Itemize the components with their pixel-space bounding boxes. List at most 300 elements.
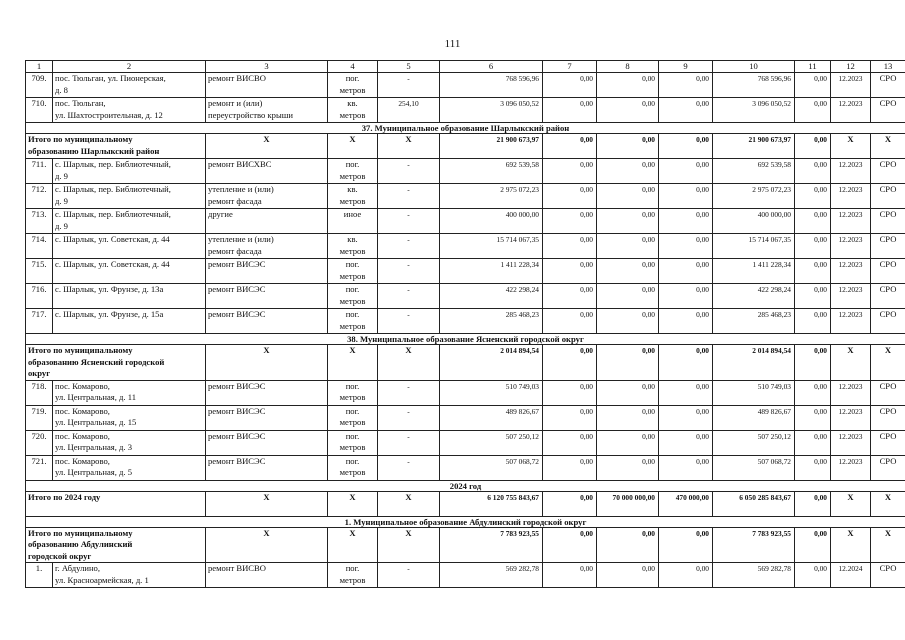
area [378,309,440,334]
column-number-2: 2 [53,61,206,73]
total-x-work [206,491,328,516]
deadline [831,455,871,480]
col8 [597,430,659,455]
table-row [26,98,905,123]
col9-text: 0,00 [696,74,709,83]
row-number-text: 714. [31,234,47,244]
col10-text: 285 468,23 [757,310,791,319]
col11 [795,380,831,405]
total-x-method [871,345,905,381]
unit [328,184,378,209]
unit-text: метров [339,320,366,331]
unit [328,563,378,588]
year-total-row [26,491,905,516]
col9-text: 0,00 [696,210,709,219]
section-title-text: 1. Муниципальное образование Абдулинский городской округ [344,516,587,527]
deadline [831,563,871,588]
table-row [26,159,905,184]
cost [440,184,543,209]
col10 [713,259,795,284]
method-text: СРО [879,309,897,319]
col9-text: 0,00 [696,431,709,441]
deadline [831,259,871,284]
total-x-unit-text: Х [349,491,356,502]
deadline [831,209,871,234]
total-x-deadline-text: Х [847,491,854,502]
cost-text: 2 975 072,23 [500,185,539,194]
col7-text: 0,00 [580,564,593,573]
total-cost [440,345,543,381]
unit-text: пог. [345,563,360,573]
col9 [659,380,713,405]
total-col10-text: 7 783 923,55 [752,528,791,538]
section-title [26,334,905,345]
col8 [597,405,659,430]
col11 [795,159,831,184]
method-text: СРО [879,284,897,294]
cost-text: 285 468,23 [505,310,539,319]
table-row [26,234,905,259]
total-x-area [378,527,440,563]
cost-text: 510 749,03 [505,381,539,391]
total-cost [440,527,543,563]
method [871,259,905,284]
col9 [659,159,713,184]
total-col8-text: 0,00 [642,346,655,355]
col8 [597,209,659,234]
unit [328,73,378,98]
address-text: пос. Тюльган, ул. Пионерская, [55,73,166,83]
col7-text: 0,00 [580,310,593,319]
method [871,159,905,184]
work-type-text: ремонт ВИСЭС [208,455,266,466]
col11 [795,284,831,309]
work-type-text: ремонт ВИСХВС [208,159,272,169]
col11 [795,234,831,259]
method [871,73,905,98]
col8-text: 0,00 [642,381,655,391]
method-text: СРО [879,159,897,169]
row-number-text: 720. [31,430,47,441]
col9-text: 0,00 [696,285,709,294]
total-x-unit-text: Х [349,134,356,144]
unit-text: кв. [347,184,358,194]
cost-text: 692 539,58 [505,160,539,169]
col10-text: 489 826,67 [757,406,791,416]
column-number-1: 1 [26,61,53,73]
area-text: - [407,260,410,269]
row-number-text: 719. [31,405,47,416]
total-col9-text: 0,00 [696,346,709,355]
col9-text: 0,00 [696,235,709,244]
col10 [713,455,795,480]
area-text: - [407,235,410,244]
total-cost [440,134,543,159]
method-text: СРО [879,430,897,441]
unit [328,284,378,309]
address-text: с. Шарлык, ул. Фрунзе, д. 15а [55,309,164,319]
deadline-text: 12.2023 [838,185,863,194]
row-number [26,73,53,98]
unit-text: пог. [345,284,360,294]
total-x-area-text: Х [405,527,412,538]
area [378,284,440,309]
col11-text: 0,00 [814,310,827,319]
method-text: СРО [879,259,897,269]
total-col11-text: 0,00 [814,135,827,144]
total-x-area-text: Х [405,345,412,355]
row-number-text: 717. [31,309,47,319]
col8-text: 0,00 [642,285,655,294]
col11 [795,98,831,123]
total-x-unit-text: Х [349,345,356,355]
column-number-10: 10 [713,61,795,73]
total-col8-text: 0,00 [642,135,655,144]
cost [440,430,543,455]
cost [440,284,543,309]
deadline [831,98,871,123]
area [378,455,440,480]
total-x-deadline [831,134,871,159]
total-x-area-text: Х [405,491,412,502]
table-row [26,455,905,480]
col7 [543,184,597,209]
work-type [206,405,328,430]
method [871,209,905,234]
total-col11 [795,491,831,516]
total-col7 [543,491,597,516]
col10 [713,159,795,184]
deadline [831,234,871,259]
total-label-text: округ [28,368,51,378]
cost-text: 507 250,12 [505,431,539,441]
section-title-text: 38. Муниципальное образование Ясненский городской округ [347,334,584,344]
col7-text: 0,00 [580,431,593,441]
total-col8 [597,345,659,381]
address-text: пос. Комарово, [55,380,110,391]
work-type-text: ремонт ВИСВО [208,563,266,573]
address [53,563,206,588]
work-type [206,284,328,309]
col8-text: 0,00 [642,564,655,573]
area-text: - [407,74,410,83]
deadline-text: 12.2023 [838,235,863,244]
address [53,234,206,259]
column-number-7: 7 [543,61,597,73]
method [871,563,905,588]
cost-text: 15 714 067,35 [496,235,539,244]
col10-text: 3 096 050,52 [752,99,791,108]
total-col7 [543,134,597,159]
work-type-text: ремонт фасада [208,245,262,256]
row-number-text: 711. [31,159,47,169]
total-x-work [206,134,328,159]
col11-text: 0,00 [814,210,827,219]
address-text: с. Шарлык, ул. Фрунзе, д. 13а [55,284,164,294]
column-number-8: 8 [597,61,659,73]
unit-text: метров [339,245,366,256]
row-number [26,455,53,480]
row-number-text: 716. [31,284,47,294]
deadline [831,380,871,405]
work-type [206,430,328,455]
col8 [597,234,659,259]
total-x-deadline [831,345,871,381]
col8-text: 0,00 [642,185,655,194]
row-number [26,405,53,430]
work-type [206,380,328,405]
area [378,184,440,209]
method [871,430,905,455]
total-label [26,527,206,563]
col9 [659,184,713,209]
total-x-method [871,491,905,516]
cost-text: 768 596,96 [505,74,539,83]
total-cost-text: 7 783 923,55 [500,528,539,538]
deadline-text: 12.2023 [838,260,863,269]
method-text: СРО [879,184,897,194]
unit-text: метров [339,84,366,95]
address [53,73,206,98]
column-number-9: 9 [659,61,713,73]
deadline [831,405,871,430]
row-number-text: 710. [31,98,47,108]
work-type-text: ремонт ВИСЭС [208,259,266,269]
total-x-work-text: Х [263,134,270,144]
total-col9-text: 0,00 [696,135,709,144]
address-text: д. 9 [55,195,68,206]
col9-text: 0,00 [696,381,709,391]
col7 [543,234,597,259]
table-row [26,209,905,234]
col9-text: 0,00 [696,456,709,466]
total-cost-text: 6 120 755 843,67 [487,492,539,502]
total-col10-text: 6 050 285 843,67 [739,492,791,502]
col9 [659,98,713,123]
deadline-text: 12.2023 [838,99,863,108]
col9 [659,234,713,259]
total-x-unit [328,345,378,381]
total-col7-text: 0,00 [580,492,593,502]
method-text: СРО [879,98,897,108]
col8-text: 0,00 [642,74,655,83]
unit-text: пог. [345,73,360,83]
column-number-12: 12 [831,61,871,73]
work-type-text: ремонт ВИСЭС [208,405,266,416]
col9-text: 0,00 [696,99,709,108]
cost [440,209,543,234]
area [378,259,440,284]
col10-text: 422 298,24 [757,285,791,294]
total-x-deadline-text: Х [847,527,854,538]
total-col7-text: 0,00 [580,528,593,538]
col7 [543,209,597,234]
col10-text: 400 000,00 [757,210,791,219]
work-type-text: ремонт ВИСЭС [208,430,266,441]
col10-text: 510 749,03 [757,381,791,391]
unit-text: кв. [347,234,358,244]
col7-text: 0,00 [580,260,593,269]
total-x-deadline [831,491,871,516]
unit-text: кв. [347,98,358,108]
area-text: - [407,431,410,441]
section-title-text: 2024 год [449,480,482,491]
area [378,405,440,430]
address [53,159,206,184]
address-text: ул. Центральная, д. 11 [55,392,136,402]
total-col7 [543,527,597,563]
col11-text: 0,00 [814,74,827,83]
work-type-text: ремонт ВИСЭС [208,309,266,319]
unit-text: пог. [345,259,360,269]
section-title [26,123,905,134]
cost-text: 569 282,78 [505,564,539,573]
col7 [543,455,597,480]
col11-text: 0,00 [814,381,827,391]
total-cost-text: 21 900 673,97 [496,135,539,144]
total-x-unit [328,134,378,159]
unit-text: метров [339,467,366,477]
total-label [26,134,206,159]
area-text: - [407,210,410,219]
total-col10 [713,491,795,516]
total-cost-text: 2 014 894,54 [500,346,539,355]
col8-text: 0,00 [642,235,655,244]
row-number-text: 709. [31,73,47,83]
col8 [597,184,659,209]
col7 [543,309,597,334]
address-text: с. Шарлык, ул. Советская, д. 44 [55,259,170,269]
total-x-work-text: Х [263,345,270,355]
col10 [713,405,795,430]
total-label-text: Итого по муниципальному [28,345,133,355]
work-type [206,455,328,480]
method [871,405,905,430]
col7 [543,430,597,455]
row-number [26,284,53,309]
unit-text: иное [343,209,362,219]
cost [440,309,543,334]
col11 [795,405,831,430]
address-text: ул. Красноармейская, д. 1 [55,574,149,585]
col10-text: 1 411 228,34 [752,260,791,269]
total-label-text: городской округ [28,550,92,561]
col8-text: 0,00 [642,160,655,169]
unit-text: метров [339,170,366,181]
col9-text: 0,00 [696,260,709,269]
cost [440,73,543,98]
col8-text: 0,00 [642,260,655,269]
row-number-text: 1. [35,563,43,573]
col10 [713,284,795,309]
col8-text: 0,00 [642,456,655,466]
municipality-total-row [26,527,905,563]
col8 [597,380,659,405]
col11 [795,455,831,480]
cost-text: 422 298,24 [505,285,539,294]
deadline-text: 12.2023 [838,74,863,83]
cost [440,380,543,405]
area [378,159,440,184]
address [53,405,206,430]
work-type-text: ремонт и (или) [208,98,263,108]
col9 [659,73,713,98]
total-label-text: образованию Абдулинский [28,539,133,549]
unit-text: метров [339,574,366,585]
total-x-work [206,527,328,563]
area-text: - [407,406,410,416]
work-type [206,73,328,98]
col11-text: 0,00 [814,185,827,194]
total-col11-text: 0,00 [814,528,827,538]
total-x-unit [328,491,378,516]
work-type-text: утепление и (или) [208,234,274,244]
col8-text: 0,00 [642,99,655,108]
address [53,184,206,209]
address-text: д. 9 [55,170,68,181]
total-col11-text: 0,00 [814,346,827,355]
total-col10 [713,134,795,159]
col7-text: 0,00 [580,185,593,194]
column-number-13: 13 [871,61,905,73]
col9 [659,259,713,284]
col7 [543,98,597,123]
col7 [543,73,597,98]
unit-text: метров [339,270,366,281]
total-x-area [378,491,440,516]
col9 [659,563,713,588]
section-heading-row [26,480,905,491]
col9 [659,405,713,430]
unit-text: метров [339,442,366,452]
unit [328,430,378,455]
col7-text: 0,00 [580,285,593,294]
col11 [795,259,831,284]
address [53,380,206,405]
work-type [206,159,328,184]
col7-text: 0,00 [580,160,593,169]
work-type [206,98,328,123]
cost [440,563,543,588]
address [53,209,206,234]
row-number [26,159,53,184]
total-col9 [659,527,713,563]
unit [328,405,378,430]
row-number [26,380,53,405]
total-col8 [597,491,659,516]
col11 [795,563,831,588]
col9-text: 0,00 [696,310,709,319]
unit-text: пог. [345,430,360,441]
col11-text: 0,00 [814,431,827,441]
deadline-text: 12.2023 [838,310,863,319]
method [871,455,905,480]
address-text: д. 8 [55,84,68,95]
col9 [659,209,713,234]
total-col9 [659,491,713,516]
col11-text: 0,00 [814,456,827,466]
total-label-text: Итого по муниципальному [28,134,133,144]
col8-text: 0,00 [642,406,655,416]
col11-text: 0,00 [814,285,827,294]
address-text: ул. Центральная, д. 3 [55,442,133,452]
page-number: 111 [444,38,461,50]
deadline [831,309,871,334]
deadline-text: 12.2023 [838,381,863,391]
area [378,73,440,98]
address-text: с. Шарлык, пер. Библиотечный, [55,159,171,169]
address-text: ул. Центральная, д. 5 [55,467,133,477]
